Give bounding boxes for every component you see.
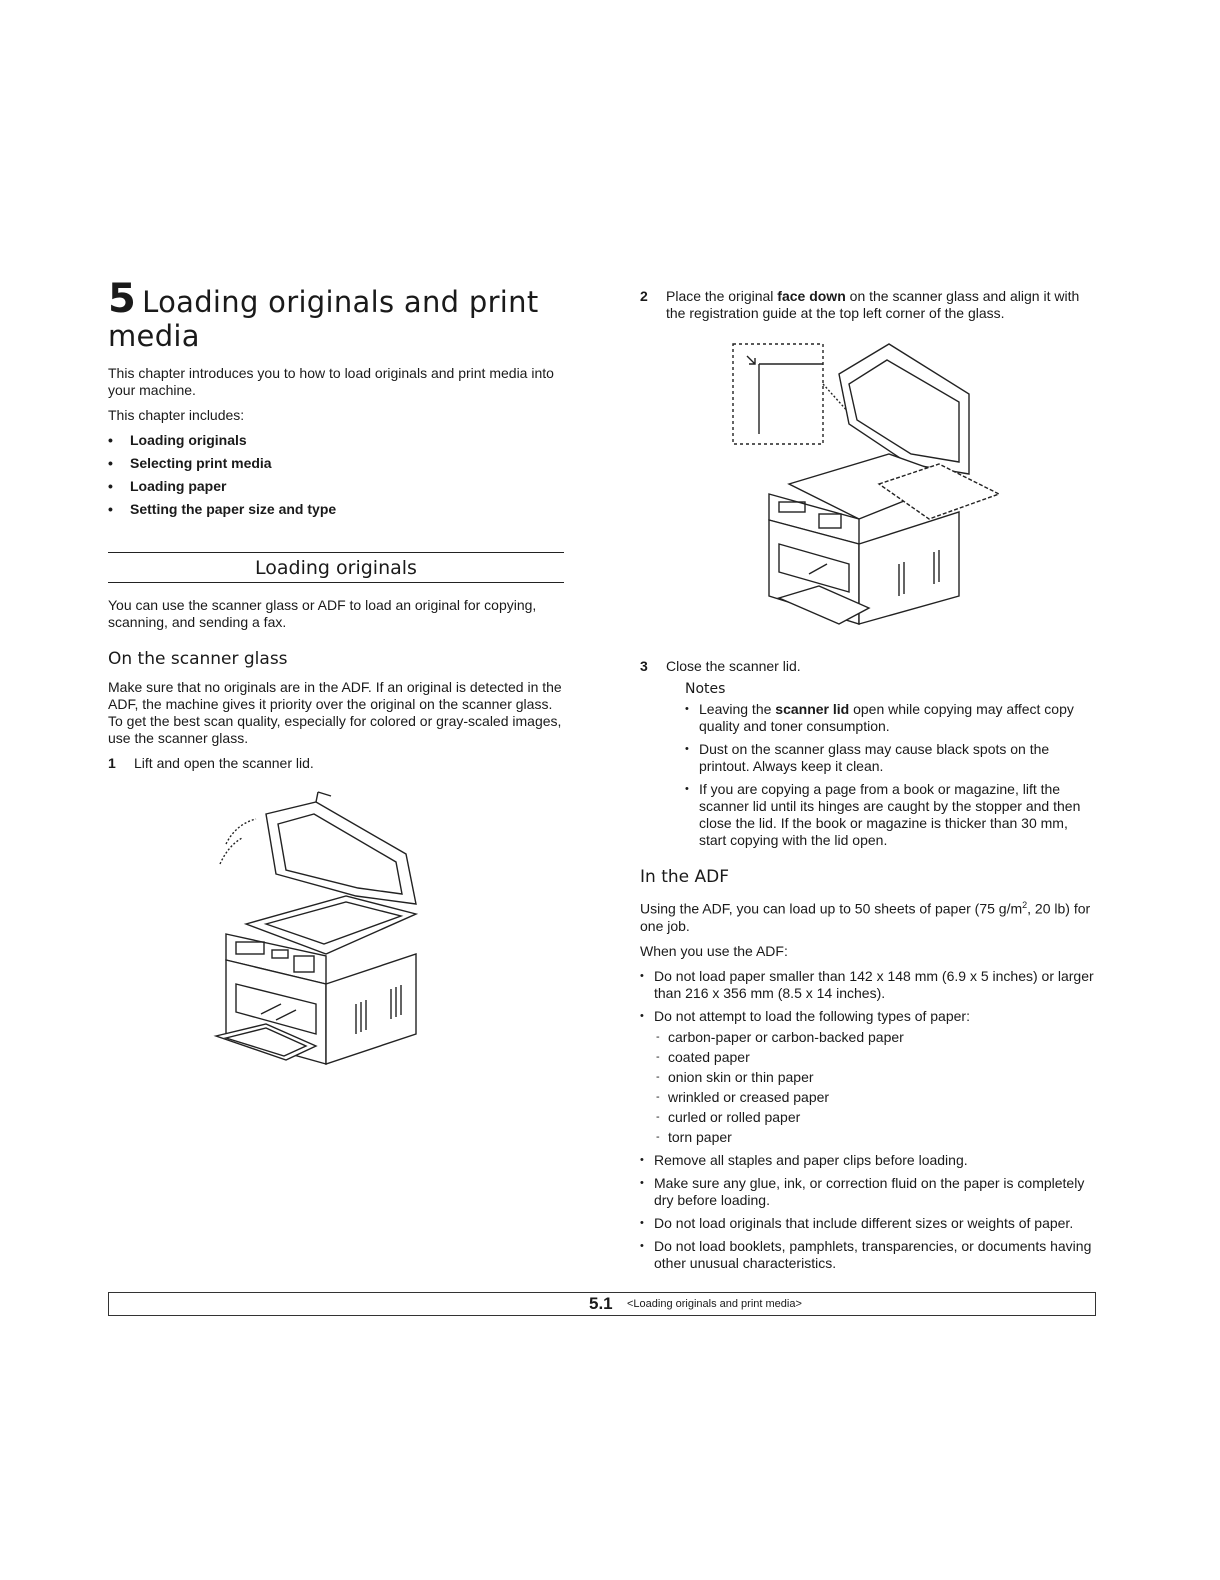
- paper-type: - carbon-paper or carbon-backed paper: [654, 1029, 1098, 1046]
- adf-intro: [640, 897, 1098, 935]
- right-column: [640, 288, 1098, 1278]
- paper-type: - torn paper: [654, 1129, 1098, 1146]
- paper-type: - coated paper: [654, 1049, 1098, 1066]
- contents-item: • Loading originals: [108, 432, 564, 449]
- adf-rule: • Do not load booklets, pamphlets, transparencies, or documents having other unusual characteristics.: [640, 1238, 1098, 1272]
- chapter-contents-list: [108, 432, 564, 518]
- adf-intro-part: , 20 lb) for one job.: [640, 900, 1091, 934]
- paper-types-list: [654, 1029, 1098, 1146]
- note-text-part: Leaving the: [699, 701, 776, 717]
- chapter-title-text: Loading originals and print media: [108, 285, 539, 353]
- notes-list: [685, 701, 1098, 849]
- section-intro: You can use the scanner glass or ADF to load an original for copying, scanning, and sending a fax.: [108, 597, 537, 630]
- footer-text: <Loading originals and print media>: [627, 1298, 802, 1310]
- printer-original-placement-illustration: [729, 334, 1009, 634]
- adf-rule: • Remove all staples and paper clips before loading.: [640, 1152, 1098, 1169]
- step-text-part: on the scanner glass and align it with the registration guide at the top left corner of the glass.: [666, 288, 1080, 321]
- subsection-heading-scanner-glass: On the scanner glass: [108, 649, 288, 669]
- adf-rule: • Do not load originals that include different sizes or weights of paper.: [640, 1215, 1098, 1232]
- page-number: 5.1: [589, 1294, 613, 1313]
- note-item: • If you are copying a page from a book or magazine, lift the scanner lid until its hinges are caught by the stopper and then close the lid. If the book or magazine is thicker than 30 mm, start copying with the lid open.: [685, 781, 1098, 849]
- adf-intro-part: Using the ADF, you can load up to 50 sheets of paper (75 g/m: [640, 900, 1023, 917]
- step-1: [108, 755, 564, 772]
- step-number: 2: [640, 288, 648, 304]
- adf-rule: • Do not load paper smaller than 142 x 148 mm (6.9 x 5 inches) or larger than 216 x 356 mm (8.5 x 14 inches).: [640, 968, 1098, 1002]
- adf-when: When you use the ADF:: [640, 942, 788, 959]
- adf-intro-superscript: 2: [1022, 900, 1028, 910]
- adf-rule: [640, 1008, 1098, 1146]
- contents-item: • Loading paper: [108, 478, 564, 495]
- step-3: [640, 658, 1098, 675]
- contents-item: • Setting the paper size and type: [108, 501, 564, 518]
- paper-type: - wrinkled or creased paper: [654, 1089, 1098, 1106]
- note-item: [685, 701, 1098, 735]
- left-column: [108, 276, 564, 1084]
- printer-lid-open-illustration: [206, 784, 466, 1084]
- notes-title: Notes: [685, 681, 726, 697]
- page-footer: [108, 1292, 1096, 1316]
- note-emphasis: scanner lid: [775, 701, 850, 717]
- step-text: Close the scanner lid.: [666, 658, 801, 674]
- note-item: • Dust on the scanner glass may cause black spots on the printout. Always keep it clean.: [685, 741, 1098, 775]
- step-text-part: Place the original: [666, 288, 778, 304]
- subsection-heading-adf: In the ADF: [640, 867, 729, 887]
- step-text-emphasis: face down: [777, 288, 846, 304]
- step-number: 3: [640, 658, 648, 674]
- notes-box: [685, 681, 1098, 849]
- step-2: [640, 288, 1098, 322]
- note-text-part: open while copying may affect copy quality and toner consumption.: [699, 701, 1074, 734]
- adf-rules-list: [640, 968, 1098, 1272]
- adf-rule: • Make sure any glue, ink, or correction fluid on the paper is completely dry before loading.: [640, 1175, 1098, 1209]
- section-heading: Loading originals: [108, 552, 564, 583]
- step-text: Lift and open the scanner lid.: [134, 755, 314, 771]
- chapter-number: 5: [108, 276, 137, 322]
- scanner-glass-intro: Make sure that no originals are in the ADF. If an original is detected in the ADF, the machine gives it priority over the original on the scanner glass. To get the best scan quality, especially for colored or gray-scaled images, use the scanner glass.: [108, 679, 562, 746]
- includes-label: This chapter includes:: [108, 407, 245, 423]
- chapter-intro: This chapter introduces you to how to load originals and print media into your machine.: [108, 365, 554, 398]
- adf-rule-text: Do not attempt to load the following types of paper:: [654, 1007, 970, 1024]
- paper-type: - curled or rolled paper: [654, 1109, 1098, 1126]
- step-text: [666, 288, 1098, 322]
- step-number: 1: [108, 755, 116, 771]
- contents-item: • Selecting print media: [108, 455, 564, 472]
- chapter-title: [108, 276, 564, 353]
- paper-type: - onion skin or thin paper: [654, 1069, 1098, 1086]
